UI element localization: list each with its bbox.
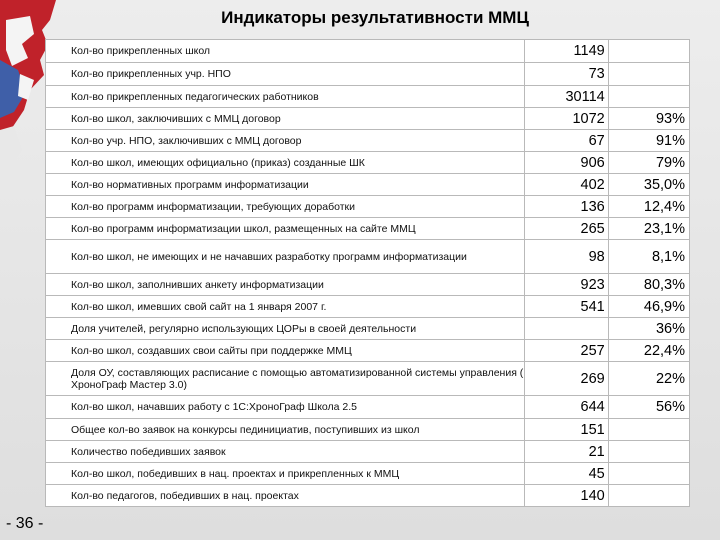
indicator-count: 1072 bbox=[524, 108, 608, 130]
indicator-count: 151 bbox=[524, 419, 608, 441]
indicator-count: 906 bbox=[524, 152, 608, 174]
indicator-percent bbox=[608, 485, 689, 507]
table-row bbox=[46, 63, 690, 86]
indicator-label: Кол-во программ информатизации, требующих доработки bbox=[46, 196, 525, 218]
indicator-count: 269 bbox=[524, 362, 608, 396]
indicator-label: Кол-во школ, имевших свой сайт на 1 января 2007 г. bbox=[46, 296, 525, 318]
indicator-percent bbox=[608, 441, 689, 463]
indicator-count: 140 bbox=[524, 485, 608, 507]
indicator-label: Количество победивших заявок bbox=[46, 441, 525, 463]
table-row bbox=[46, 240, 690, 274]
indicator-count: 923 bbox=[524, 274, 608, 296]
table-row bbox=[46, 40, 690, 63]
indicator-label: Кол-во школ, победивших в нац. проектах и прикрепленных к ММЦ bbox=[46, 463, 525, 485]
table-row bbox=[46, 340, 690, 362]
table-row bbox=[46, 485, 690, 507]
indicator-label: Кол-во прикрепленных школ bbox=[46, 40, 525, 63]
indicator-count: 21 bbox=[524, 441, 608, 463]
indicator-label: Кол-во школ, создавших свои сайты при поддержке ММЦ bbox=[46, 340, 525, 362]
indicator-count: 30114 bbox=[524, 86, 608, 108]
indicator-label: Кол-во учр. НПО, заключивших с ММЦ договор bbox=[46, 130, 525, 152]
indicator-percent bbox=[608, 63, 689, 86]
indicator-label: Кол-во школ, заключивших с ММЦ договор bbox=[46, 108, 525, 130]
table-row bbox=[46, 463, 690, 485]
indicator-label: Кол-во прикрепленных педагогических работников bbox=[46, 86, 525, 108]
indicator-count: 402 bbox=[524, 174, 608, 196]
indicator-count: 257 bbox=[524, 340, 608, 362]
indicator-label: Общее кол-во заявок на конкурсы пединициатив, поступивших из школ bbox=[46, 419, 525, 441]
table-row bbox=[46, 274, 690, 296]
indicator-percent: 8,1% bbox=[608, 240, 689, 274]
indicator-label: Доля учителей, регулярно использующих ЦОРы в своей деятельности bbox=[46, 318, 525, 340]
indicator-label: Кол-во педагогов, победивших в нац. проектах bbox=[46, 485, 525, 507]
indicator-label: Кол-во школ, начавших работу с 1С:ХроноГраф Школа 2.5 bbox=[46, 396, 525, 419]
table-row bbox=[46, 130, 690, 152]
table-row bbox=[46, 174, 690, 196]
page-number: - 36 - bbox=[6, 515, 44, 532]
indicator-count: 265 bbox=[524, 218, 608, 240]
indicators-table bbox=[45, 39, 690, 507]
table-row bbox=[46, 152, 690, 174]
indicator-percent: 22,4% bbox=[608, 340, 689, 362]
indicator-percent: 12,4% bbox=[608, 196, 689, 218]
table-row bbox=[46, 218, 690, 240]
indicator-label: Кол-во школ, не имеющих и не начавших разработку программ информатизации bbox=[46, 240, 525, 274]
indicator-percent: 80,3% bbox=[608, 274, 689, 296]
table-row bbox=[46, 396, 690, 419]
page-title: Индикаторы результативности ММЦ bbox=[221, 8, 529, 27]
table-row bbox=[46, 196, 690, 218]
indicator-count: 1149 bbox=[524, 40, 608, 63]
indicator-percent bbox=[608, 463, 689, 485]
table-row bbox=[46, 419, 690, 441]
indicator-label: Кол-во прикрепленных учр. НПО bbox=[46, 63, 525, 86]
indicator-count: 541 bbox=[524, 296, 608, 318]
indicator-percent bbox=[608, 86, 689, 108]
indicator-percent bbox=[608, 419, 689, 441]
indicator-percent: 91% bbox=[608, 130, 689, 152]
indicator-count: 98 bbox=[524, 240, 608, 274]
indicator-percent bbox=[608, 40, 689, 63]
table-row bbox=[46, 318, 690, 340]
indicator-count: 73 bbox=[524, 63, 608, 86]
indicator-count: 644 bbox=[524, 396, 608, 419]
indicator-count: 67 bbox=[524, 130, 608, 152]
table-row bbox=[46, 86, 690, 108]
table-row bbox=[46, 296, 690, 318]
indicator-count: 136 bbox=[524, 196, 608, 218]
indicator-percent: 46,9% bbox=[608, 296, 689, 318]
indicator-percent: 23,1% bbox=[608, 218, 689, 240]
table-row bbox=[46, 441, 690, 463]
indicator-label: Кол-во школ, заполнивших анкету информатизации bbox=[46, 274, 525, 296]
indicator-percent: 36% bbox=[608, 318, 689, 340]
table-row bbox=[46, 362, 690, 396]
indicator-label: Кол-во программ информатизации школ, размещенных на сайте ММЦ bbox=[46, 218, 525, 240]
indicator-label: Доля ОУ, составляющих расписание с помощью автоматизированной системы управления ( ХроноГраф Мастер 3.0) bbox=[46, 362, 525, 396]
indicator-percent: 35,0% bbox=[608, 174, 689, 196]
indicator-label: Кол-во нормативных программ информатизации bbox=[46, 174, 525, 196]
indicator-percent: 93% bbox=[608, 108, 689, 130]
table-row bbox=[46, 108, 690, 130]
indicator-count: 45 bbox=[524, 463, 608, 485]
indicator-percent: 79% bbox=[608, 152, 689, 174]
indicator-percent: 56% bbox=[608, 396, 689, 419]
indicator-percent: 22% bbox=[608, 362, 689, 396]
indicator-label: Кол-во школ, имеющих официально (приказ) созданные ШК bbox=[46, 152, 525, 174]
indicator-count bbox=[524, 318, 608, 340]
